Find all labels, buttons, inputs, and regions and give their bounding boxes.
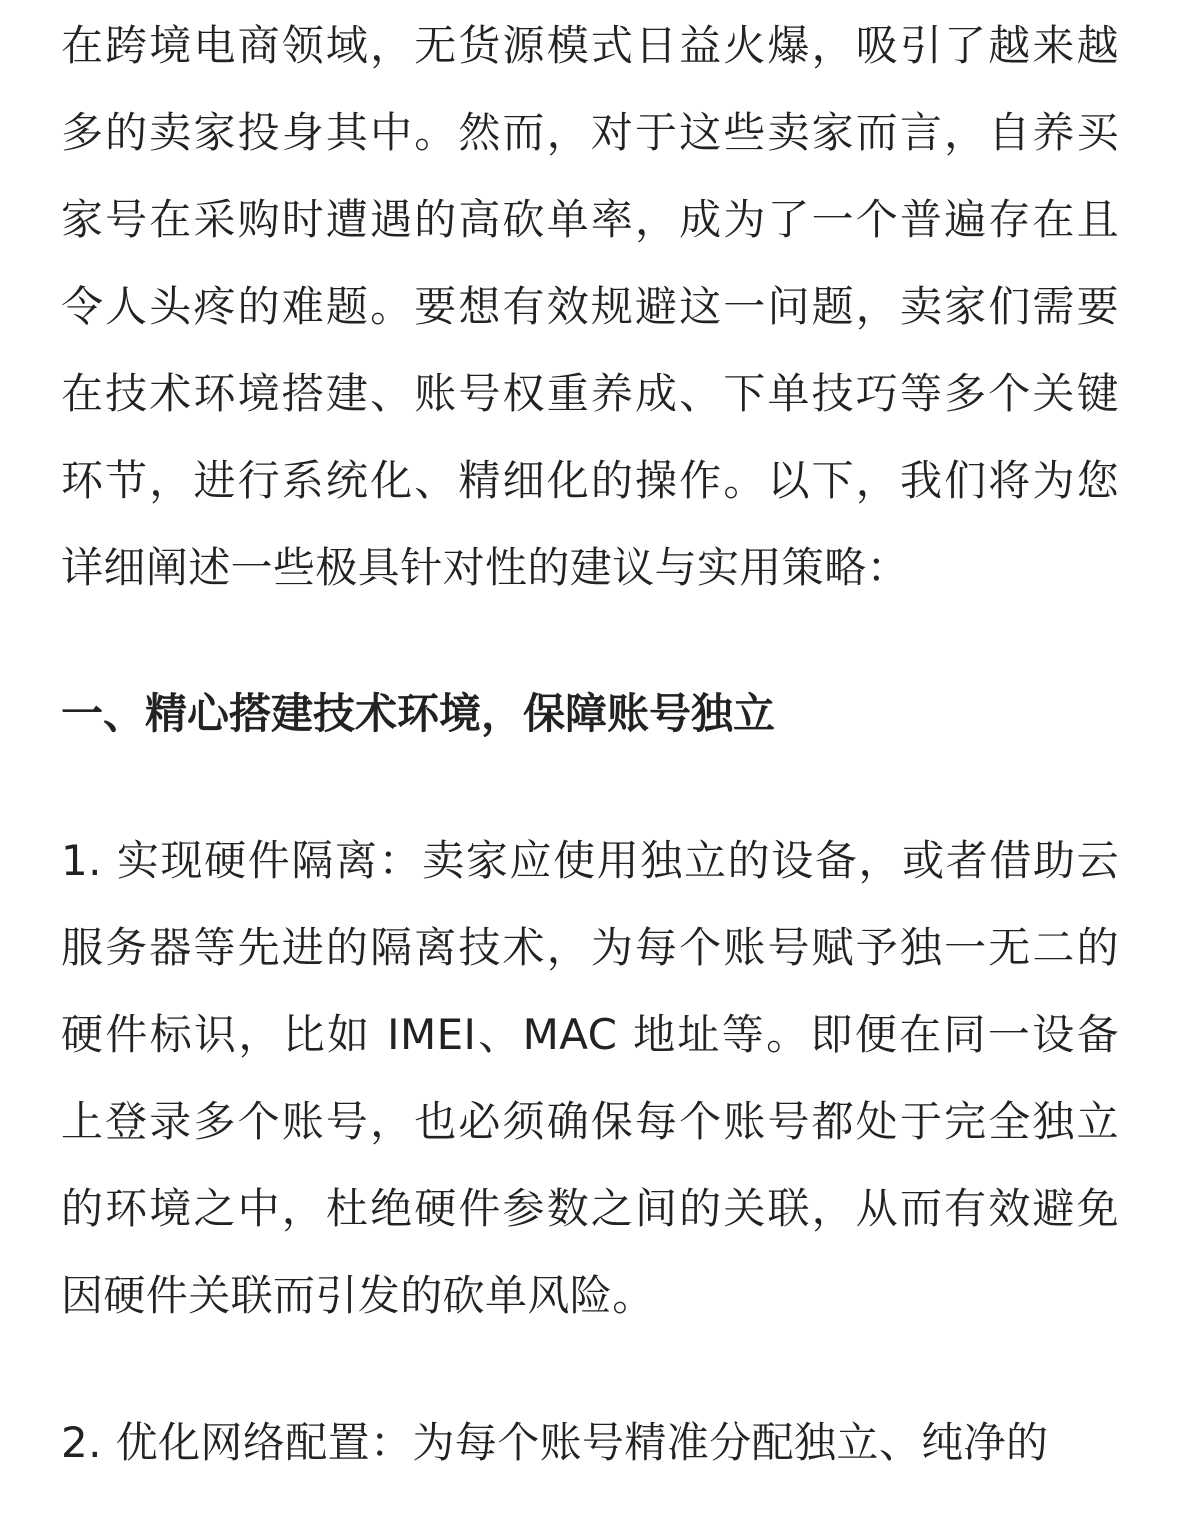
intro-paragraph: 在跨境电商领域，无货源模式日益火爆，吸引了越来越多的卖家投身其中。然而，对于这些卖家而言，自养买家号在采购时遭遇的高砍单率，成为了一个普遍存在且令人头疼的难题。要想有效规避这一问题，卖家们需要在技术环境搭建、账号权重养成、下单技巧等多个关键环节，进行系统化、精细化的操作。以下，我们将为您详细阐述一些极具针对性的建议与实用策略： xyxy=(61,21,1119,592)
list-item-network-config: 2. 优化网络配置：为每个账号精准分配独立、纯净的 xyxy=(61,1418,1049,1467)
list-item-hardware-isolation: 1. 实现硬件隔离：卖家应使用独立的设备，或者借助云服务器等先进的隔离技术，为每个账号赋予独一无二的硬件标识，比如 IMEI、MAC 地址等。即便在同一设备上登录多个账号，也必须确保每个账号都处于完全独立的环境之中，杜绝硬件参数之间的关联，从而有效避免因硬件关联而引发的砍单风险。 xyxy=(61,836,1119,1320)
article-body xyxy=(61,0,1119,1486)
section-heading: 一、精心搭建技术环境，保障账号独立 xyxy=(61,689,776,738)
